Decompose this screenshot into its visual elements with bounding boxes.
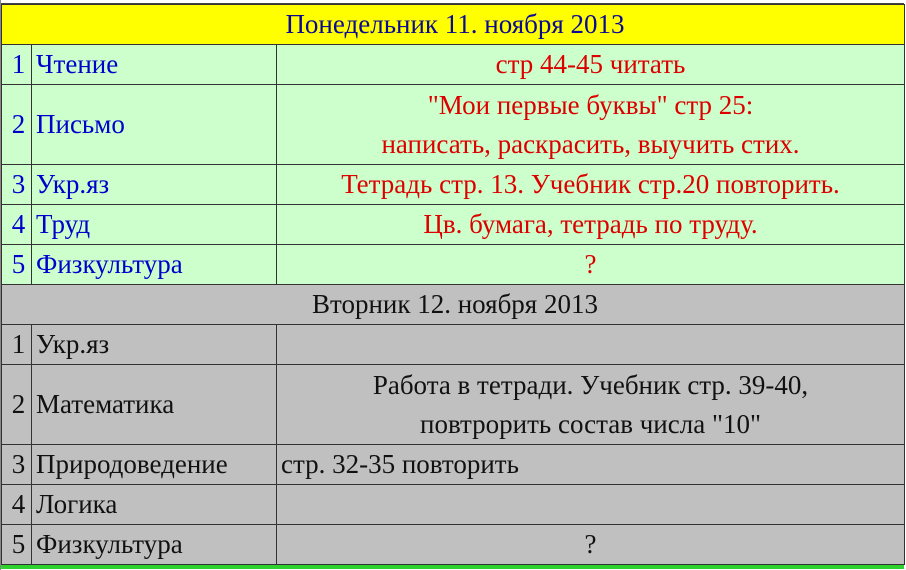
- lesson-task[interactable]: ?: [277, 525, 905, 565]
- table-row: [2, 205, 905, 245]
- table-row: [2, 45, 905, 85]
- lesson-subject[interactable]: Чтение: [32, 45, 277, 85]
- lesson-subject[interactable]: Труд: [32, 205, 277, 245]
- lesson-number[interactable]: 1: [2, 45, 32, 85]
- table-row: [2, 445, 905, 485]
- lesson-subject[interactable]: Логика: [32, 485, 277, 525]
- lesson-task[interactable]: [277, 365, 905, 445]
- table-row: [2, 485, 905, 525]
- lesson-number[interactable]: 3: [2, 165, 32, 205]
- table-row: [2, 85, 905, 165]
- lesson-number[interactable]: 4: [2, 205, 32, 245]
- lesson-subject[interactable]: Письмо: [32, 85, 277, 165]
- tuesday-title[interactable]: Вторник 12. ноября 2013: [2, 285, 905, 325]
- lesson-task[interactable]: [277, 325, 905, 365]
- lesson-number[interactable]: 4: [2, 485, 32, 525]
- lesson-task[interactable]: Цв. бумага, тетрадь по труду.: [277, 205, 905, 245]
- homework-table: [1, 4, 905, 565]
- task-line: написать, раскрасить, выучить стих.: [381, 128, 800, 159]
- lesson-number[interactable]: 5: [2, 245, 32, 285]
- lesson-task[interactable]: [277, 485, 905, 525]
- monday-section: [2, 5, 905, 285]
- monday-title[interactable]: Понедельник 11. ноября 2013: [2, 5, 905, 45]
- lesson-number[interactable]: 1: [2, 325, 32, 365]
- lesson-task[interactable]: стр. 32-35 повторить: [277, 445, 905, 485]
- lesson-number[interactable]: 3: [2, 445, 32, 485]
- table-row: [2, 525, 905, 565]
- task-line: Работа в тетради. Учебник стр. 39-40,: [372, 369, 809, 400]
- lesson-task[interactable]: Тетрадь стр. 13. Учебник стр.20 повторить.: [277, 165, 905, 205]
- lesson-number[interactable]: 5: [2, 525, 32, 565]
- next-section-edge: [1, 565, 904, 569]
- table-row: [2, 245, 905, 285]
- lesson-subject[interactable]: Физкультура: [32, 245, 277, 285]
- monday-header-row: [2, 5, 905, 45]
- lesson-task[interactable]: стр 44-45 читать: [277, 45, 905, 85]
- lesson-subject[interactable]: Математика: [32, 365, 277, 445]
- lesson-subject[interactable]: Физкультура: [32, 525, 277, 565]
- lesson-subject[interactable]: Укр.яз: [32, 165, 277, 205]
- task-line: "Мои первые буквы" стр 25:: [427, 89, 754, 120]
- table-row: [2, 365, 905, 445]
- lesson-task[interactable]: ?: [277, 245, 905, 285]
- lesson-task[interactable]: [277, 85, 905, 165]
- tuesday-section: [2, 285, 905, 565]
- lesson-subject[interactable]: Укр.яз: [32, 325, 277, 365]
- lesson-subject[interactable]: Природоведение: [32, 445, 277, 485]
- table-row: [2, 325, 905, 365]
- tuesday-header-row: [2, 285, 905, 325]
- table-row: [2, 165, 905, 205]
- lesson-number[interactable]: 2: [2, 365, 32, 445]
- task-line: повтрорить состав числа "10": [420, 408, 761, 439]
- lesson-number[interactable]: 2: [2, 85, 32, 165]
